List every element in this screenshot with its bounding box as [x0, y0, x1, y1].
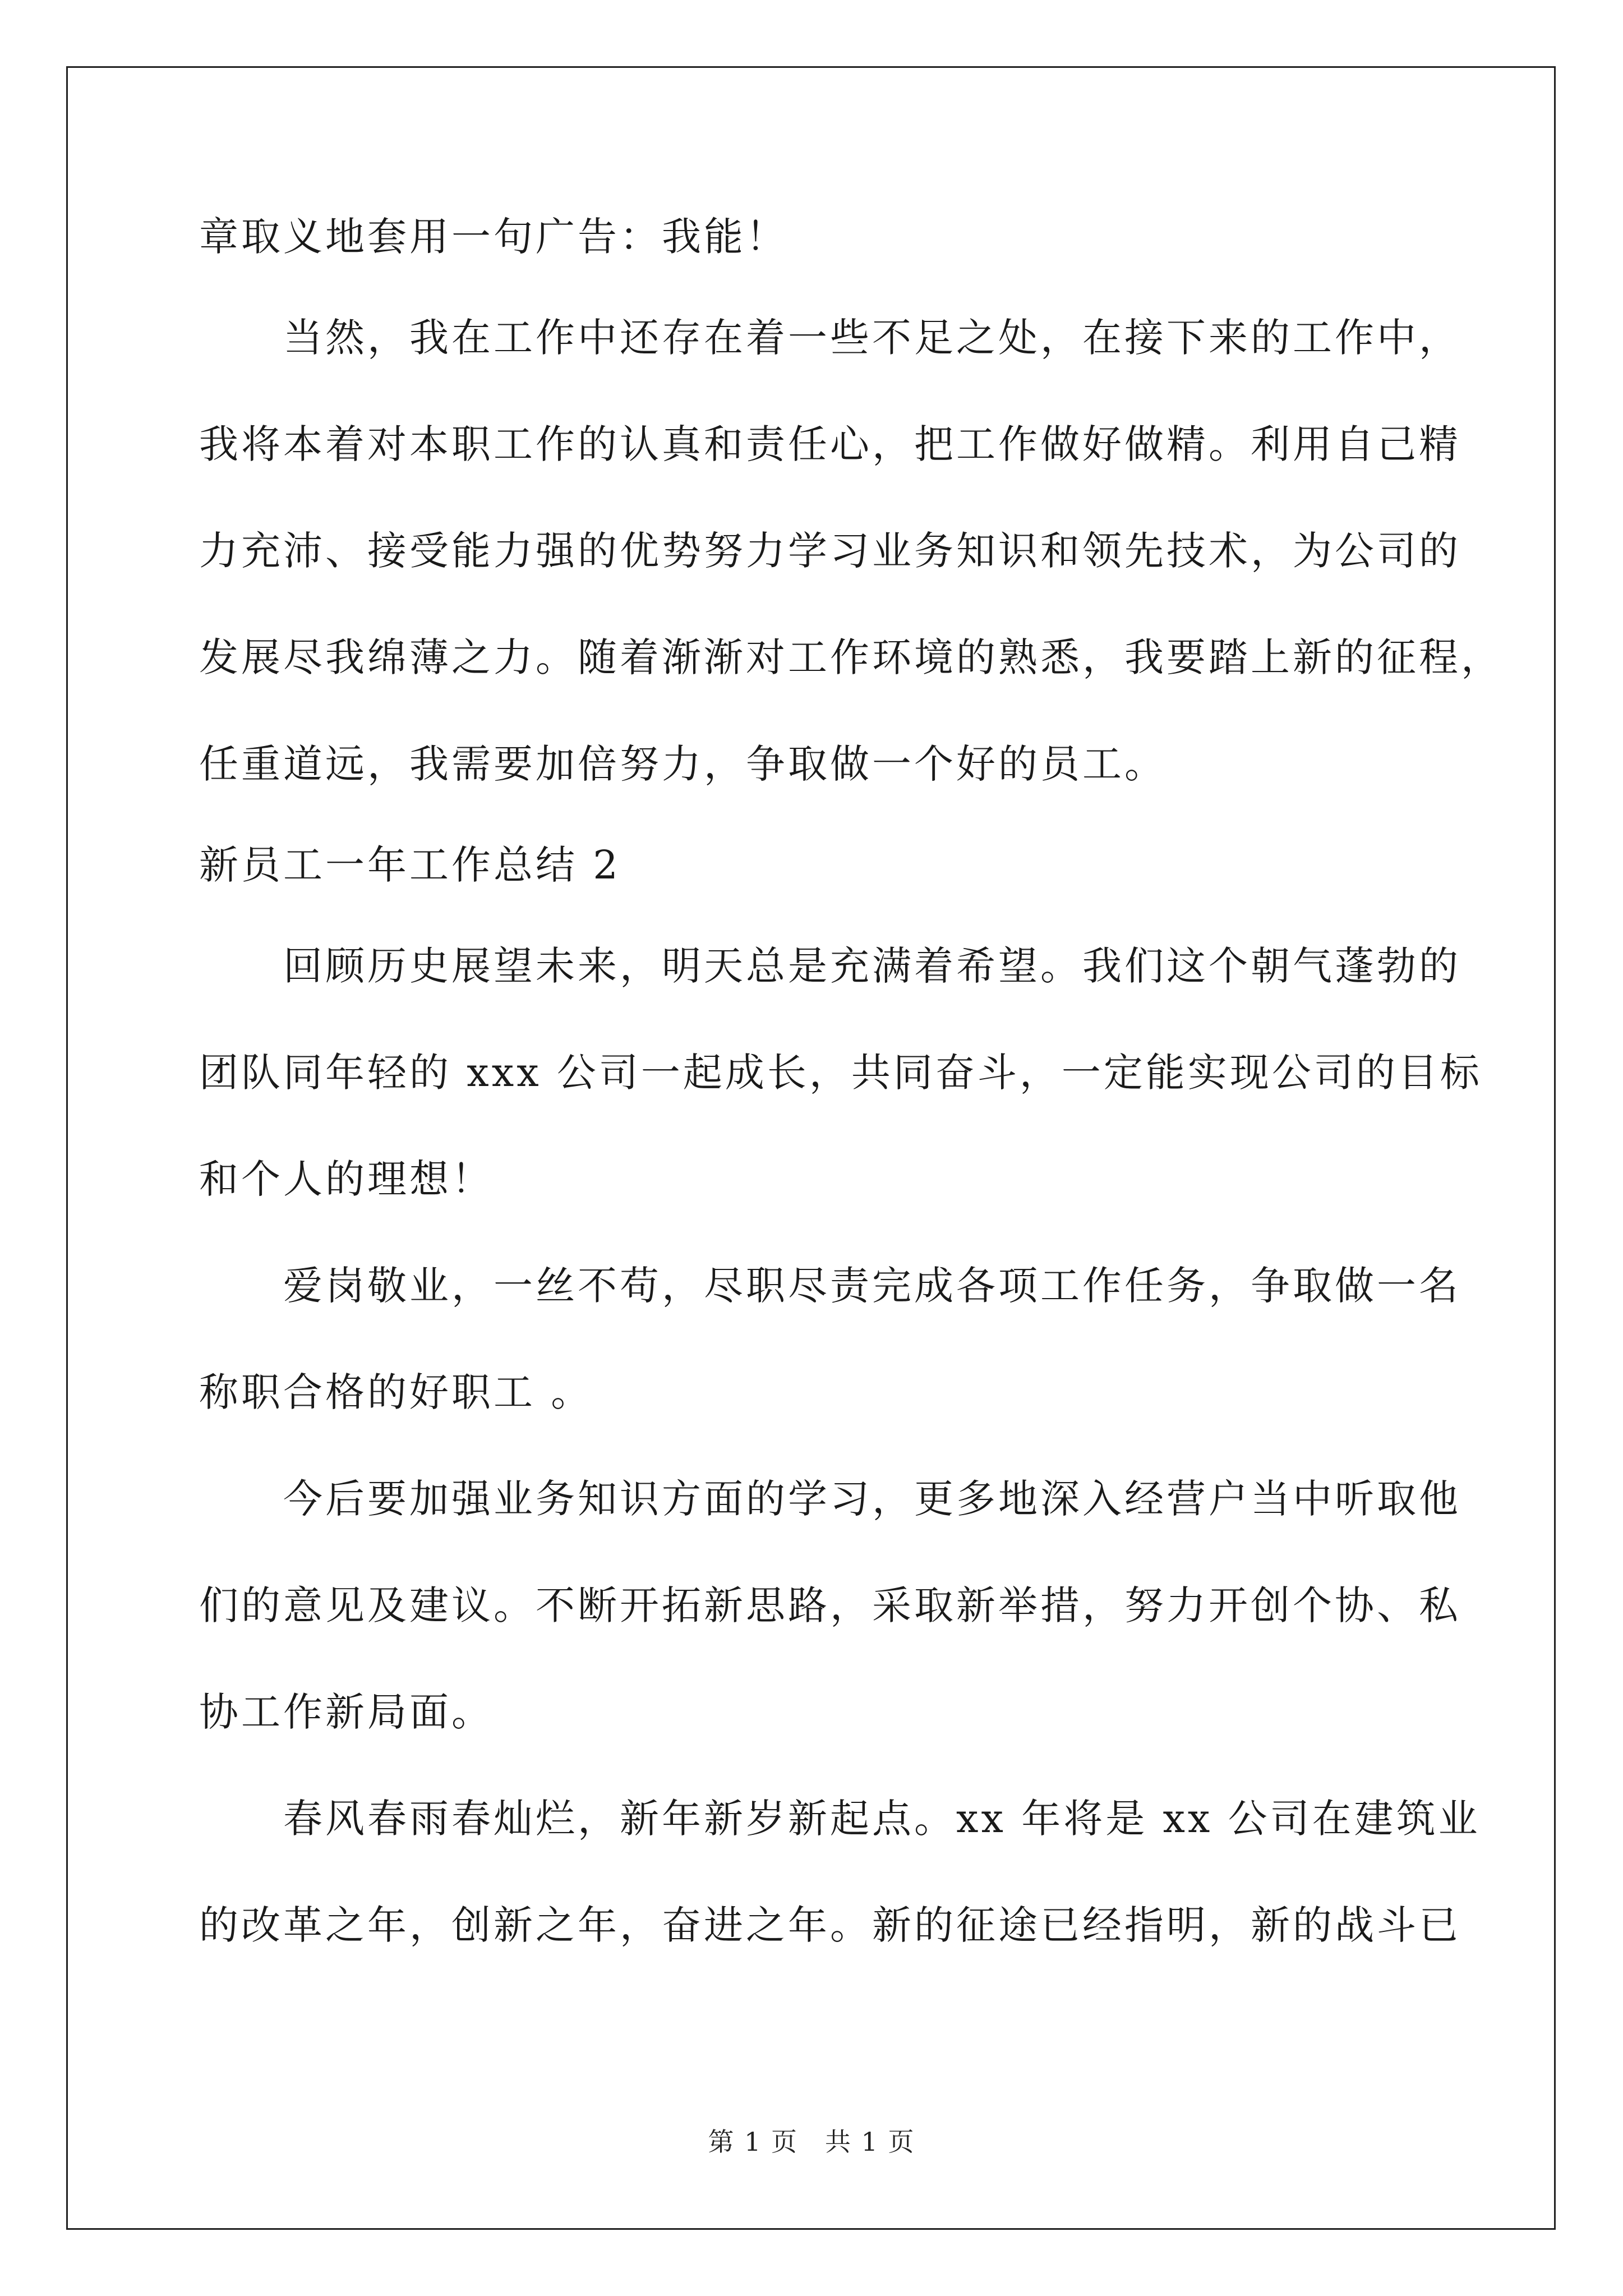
- paragraph-start-line: 当然，我在工作中还存在着一些不足之处，在接下来的工作中，: [283, 315, 1461, 361]
- section-heading: 新员工一年工作总结 2: [199, 842, 621, 888]
- text-line: 力充沛、接受能力强的优势努力学习业务知识和领先技术，为公司的: [199, 528, 1461, 574]
- page-number-footer: 第 1 页 共 1 页: [708, 2127, 915, 2157]
- paragraph-start-line: 今后要加强业务知识方面的学习，更多地深入经营户当中听取他: [283, 1476, 1461, 1522]
- text-line: 团队同年轻的 xxx 公司一起成长，共同奋斗，一定能实现公司的目标: [199, 1050, 1482, 1096]
- paragraph-start-line: 回顾历史展望未来，明天总是充满着希望。我们这个朝气蓬勃的: [283, 943, 1461, 989]
- paragraph-start-line: 爱岗敬业，一丝不苟，尽职尽责完成各项工作任务，争取做一名: [283, 1263, 1461, 1309]
- text-line: 发展尽我绵薄之力。随着渐渐对工作环境的熟悉，我要踏上新的征程，: [199, 634, 1503, 680]
- text-line: 协工作新局面。: [199, 1689, 494, 1735]
- text-line: 称职合格的好职工 。: [199, 1369, 593, 1415]
- text-line: 我将本着对本职工作的认真和责任心，把工作做好做精。利用自己精: [199, 421, 1461, 467]
- text-line: 任重道远，我需要加倍努力，争取做一个好的员工。: [199, 741, 1166, 787]
- text-line: 章取义地套用一句广告：我能！: [199, 214, 788, 260]
- paragraph-start-line: 春风春雨春灿烂，新年新岁新起点。xx 年将是 xx 公司在建筑业: [283, 1796, 1481, 1842]
- text-line: 们的意见及建议。不断开拓新思路，采取新举措，努力开创个协、私: [199, 1582, 1461, 1628]
- text-line: 和个人的理想！: [199, 1156, 494, 1202]
- text-line: 的改革之年，创新之年，奋进之年。新的征途已经指明，新的战斗已: [199, 1902, 1461, 1948]
